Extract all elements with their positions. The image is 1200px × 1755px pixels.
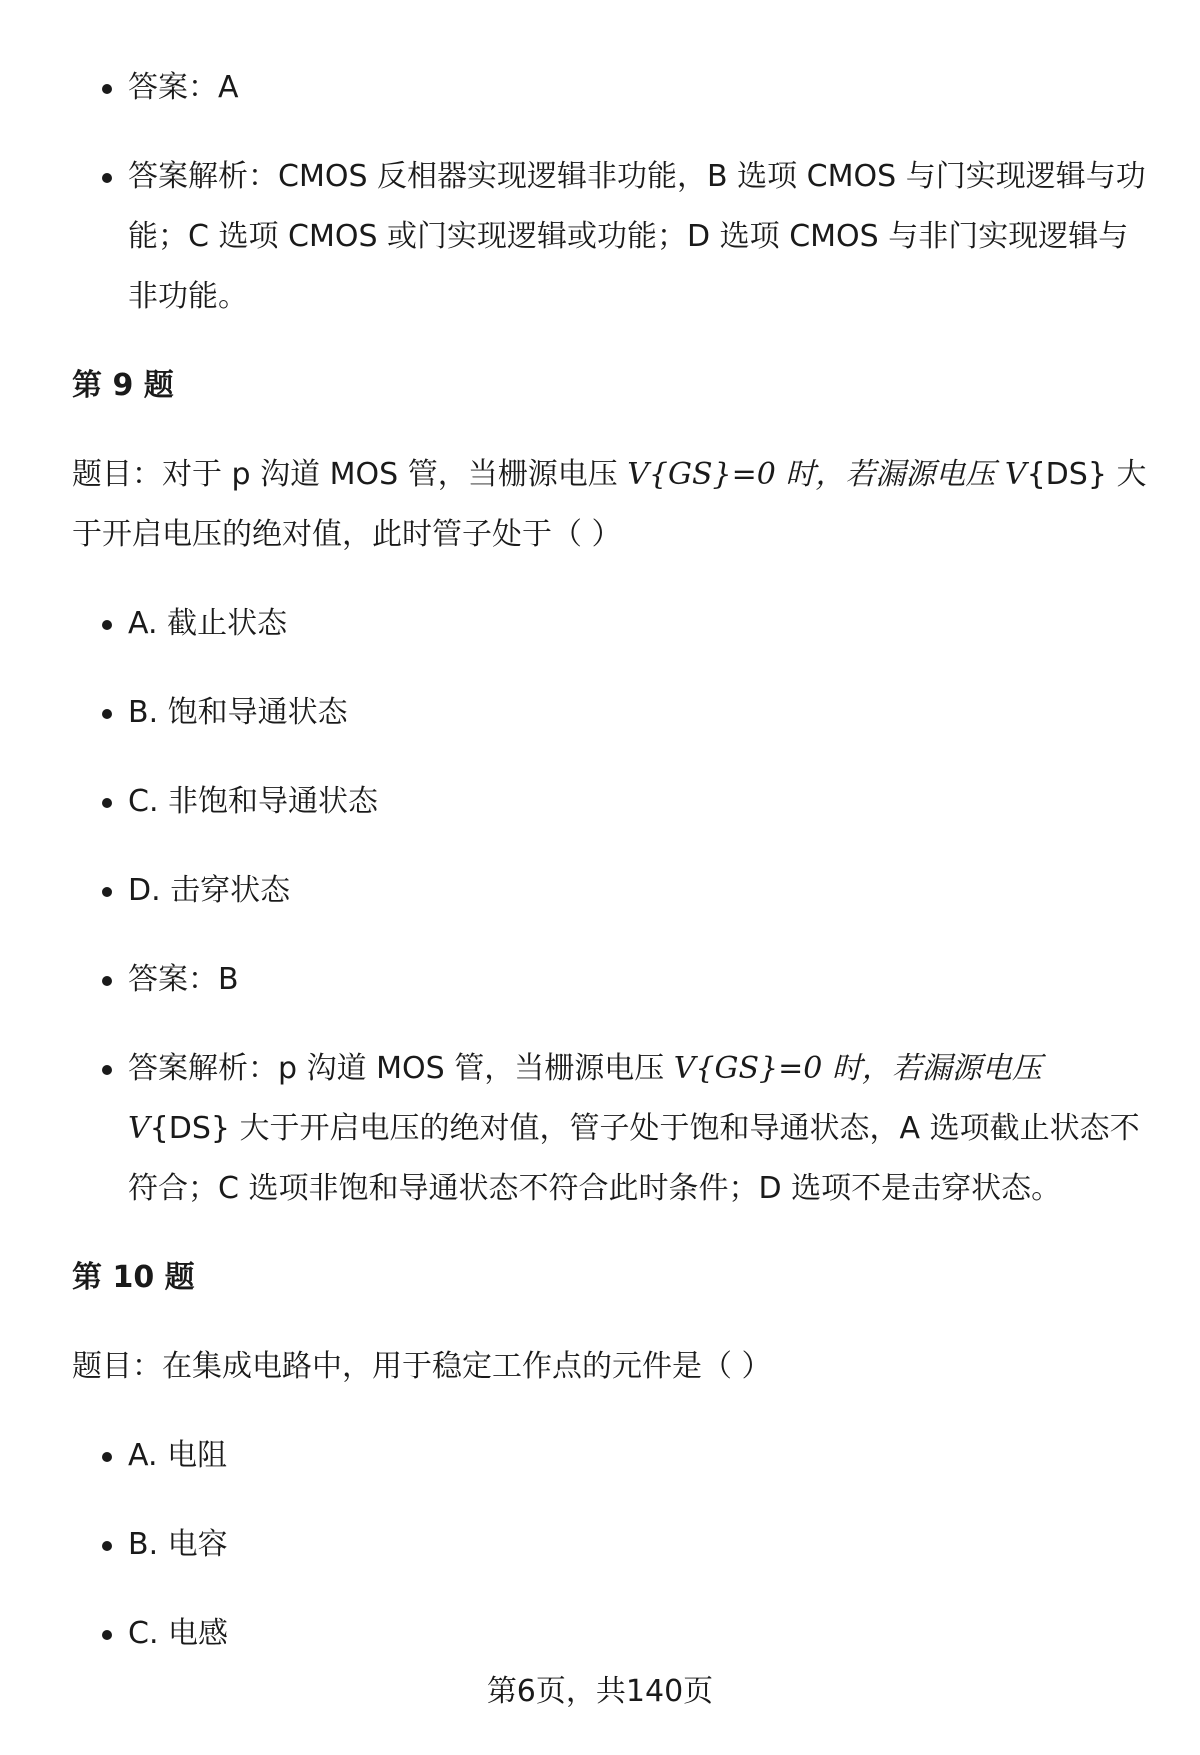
q9-analysis-math: V{GS}=0 时，若漏源电压 V: [128, 1051, 1042, 1146]
q10-option-b: B. 电容: [72, 1515, 1152, 1575]
q9-option-a: A. 截止状态: [72, 594, 1152, 654]
q9-analysis: [72, 1039, 1152, 1219]
q9-stem-text-a: 题目：对于 p 沟道 MOS 管，当栅源电压: [72, 457, 628, 492]
q9-analysis-text-a: 答案解析：p 沟道 MOS 管，当栅源电压: [128, 1051, 674, 1086]
q9-analysis-text-b: {DS} 大于开启电压的绝对值，管子处于饱和导通状态，A 选项截止状态不符合；C 选项非饱和导通状态不符合此时条件；D 选项不是击穿状态。: [128, 1111, 1140, 1206]
q9-options-list: [72, 594, 1152, 1219]
q10-options-list: [72, 1426, 1152, 1664]
q9-stem-text-b: {DS} 大于开启电压的绝对值，此时管子处于（ ）: [72, 457, 1147, 552]
q9-option-d: D. 击穿状态: [72, 861, 1152, 921]
q10-heading: 第 10 题: [72, 1260, 195, 1295]
page-content: [72, 58, 1152, 1693]
q8-answer: 答案：A: [72, 58, 1152, 118]
q9-option-c: C. 非饱和导通状态: [72, 772, 1152, 832]
q9-option-b: B. 饱和导通状态: [72, 683, 1152, 743]
q9-heading: 第 9 题: [72, 368, 174, 403]
q9-answer: 答案：B: [72, 950, 1152, 1010]
q9-stem-math: V{GS}=0 时，若漏源电压 V: [627, 457, 1027, 492]
q10-option-c: C. 电感: [72, 1604, 1152, 1664]
q10-stem: 题目：在集成电路中，用于稳定工作点的元件是（ ）: [72, 1349, 772, 1384]
page-number-footer: 第6页，共140页: [486, 1674, 714, 1709]
q10-option-a: A. 电阻: [72, 1426, 1152, 1486]
q9-stem: [72, 445, 1152, 565]
q8-analysis: 答案解析：CMOS 反相器实现逻辑非功能，B 选项 CMOS 与门实现逻辑与功能；C 选项 CMOS 或门实现逻辑或功能；D 选项 CMOS 与非门实现逻辑与非功能。: [72, 147, 1152, 327]
q8-tail-list: [72, 58, 1152, 327]
